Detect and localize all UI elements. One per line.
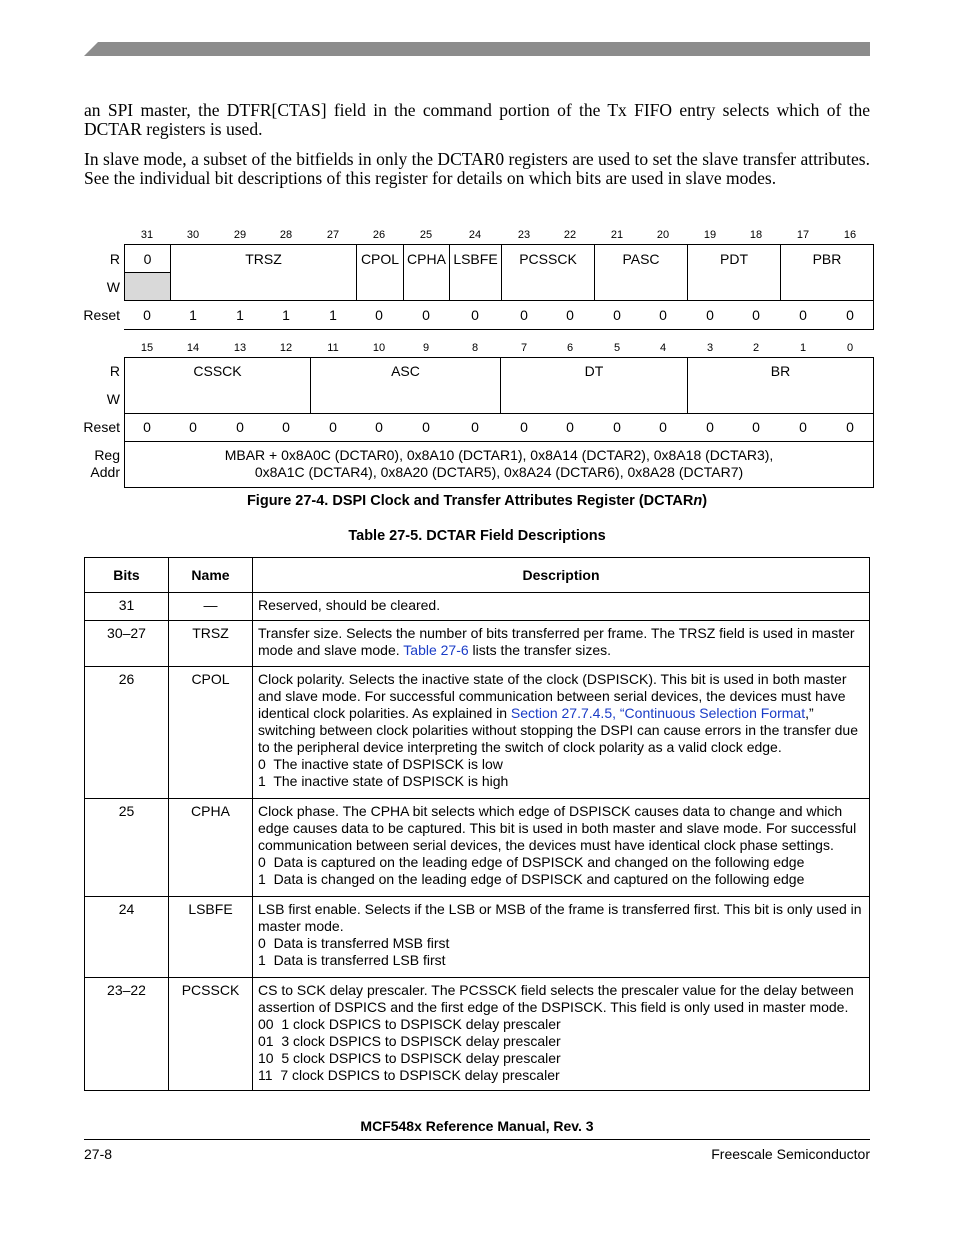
reset-value: 0 — [471, 307, 479, 323]
bit31-write-shaded — [125, 273, 170, 300]
header-name: Name — [169, 558, 253, 593]
reset-value: 0 — [236, 419, 244, 435]
bit-number: 28 — [279, 229, 293, 241]
intro-paragraph-1: an SPI master, the DTFR[CTAS] field in the command portion of the Tx FIFO entry selects which of the DCTAR registers is used. — [84, 100, 870, 139]
bit-number: 30 — [186, 229, 200, 241]
field-lsbfe: LSBFE — [453, 251, 498, 267]
bit-number: 18 — [749, 229, 763, 241]
bit-number: 26 — [372, 229, 386, 241]
read-label: R — [109, 251, 120, 267]
reset-value: 0 — [375, 419, 383, 435]
reg-addr-line-1: MBAR + 0x8A0C (DCTAR0), 0x8A10 (DCTAR1), 0x8A14 (DCTAR2), 0x8A18 (DCTAR3), — [224, 447, 774, 463]
write-label-lower: W — [106, 391, 120, 407]
table-row: 30–27 TRSZ Transfer size. Selects the number of bits transferred per frame. The TRSZ field is used in master mode and slave mode. Table 27-6 lists the transfer sizes. — [85, 621, 870, 667]
reset-label-lower: Reset — [83, 419, 120, 435]
bit-number: 12 — [279, 342, 293, 354]
bit-number: 11 — [327, 342, 339, 354]
bit-number: 23 — [517, 229, 531, 241]
bit-number: 22 — [563, 229, 577, 241]
field-dt: DT — [584, 363, 604, 379]
header-bits: Bits — [85, 558, 169, 593]
header-bar — [84, 42, 870, 56]
addr-label: Addr — [90, 464, 120, 480]
field-cssck: CSSCK — [193, 363, 242, 379]
bit-number: 6 — [566, 342, 574, 354]
bit-number: 10 — [372, 342, 386, 354]
section-27-7-4-5-link[interactable]: Section 27.7.4.5, “Continuous Selection Format — [510, 705, 806, 721]
bit-number: 31 — [140, 229, 154, 241]
field-trsz: TRSZ — [245, 251, 282, 267]
write-label: W — [106, 279, 120, 295]
field-pdt: PDT — [720, 251, 748, 267]
field-pasc: PASC — [622, 251, 660, 267]
bit-number: 16 — [843, 229, 857, 241]
reset-value: 0 — [566, 307, 574, 323]
field-pbr: PBR — [812, 251, 842, 267]
reset-value: 0 — [752, 419, 760, 435]
bit-number: 15 — [140, 342, 154, 354]
reset-value: 0 — [143, 419, 151, 435]
reset-value: 0 — [799, 419, 807, 435]
reset-value: 0 — [566, 419, 574, 435]
reset-label: Reset — [83, 307, 120, 323]
field-cpol: CPOL — [360, 251, 400, 267]
reset-value: 0 — [422, 307, 430, 323]
bit-number: 21 — [610, 229, 624, 241]
bit-number: 13 — [233, 342, 247, 354]
reset-value: 0 — [422, 419, 430, 435]
bit-number: 5 — [613, 342, 621, 354]
bit-number: 17 — [796, 229, 810, 241]
reset-value: 0 — [375, 307, 383, 323]
field-description-table — [84, 557, 870, 1091]
reset-value: 0 — [659, 307, 667, 323]
bit-number: 27 — [326, 229, 340, 241]
figure-caption: Figure 27-4. DSPI Clock and Transfer Attributes Register (DCTARn) — [246, 493, 708, 509]
table-27-6-link[interactable]: Table 27-6 — [403, 642, 469, 658]
reset-value: 1 — [236, 307, 244, 323]
read-label-lower: R — [109, 363, 120, 379]
bit-number: 9 — [422, 342, 430, 354]
bit-number: 24 — [468, 229, 482, 241]
bit-number: 4 — [659, 342, 667, 354]
bit-number: 8 — [471, 342, 479, 354]
page-number: 27-8 — [84, 1146, 113, 1162]
reset-value: 0 — [613, 307, 621, 323]
reset-value: 0 — [799, 307, 807, 323]
bit-number: 14 — [186, 342, 200, 354]
table-row: 24 LSBFE LSB first enable. Selects if the LSB or MSB of the frame is transferred first. This bit is only used in master mode. 0 Data is transferred MSB first 1 Data is transferred LSB first — [85, 897, 870, 978]
reset-value: 1 — [189, 307, 197, 323]
reg-label: Reg — [94, 447, 120, 463]
reset-value: 0 — [520, 307, 528, 323]
bit-number: 7 — [520, 342, 528, 354]
bit-number: 2 — [752, 342, 760, 354]
field-bit31: 0 — [143, 251, 152, 267]
reset-value: 0 — [613, 419, 621, 435]
bit-number: 20 — [656, 229, 670, 241]
intro-paragraph-2: In slave mode, a subset of the bitfields in only the DCTAR0 registers are used to set the slave transfer attributes. See the individual bit descriptions of this register for details on which bits are used in slave modes. — [84, 149, 870, 188]
reset-value: 0 — [846, 307, 854, 323]
bit-number: 19 — [703, 229, 717, 241]
bit-number: 3 — [706, 342, 714, 354]
bit-number: 0 — [846, 342, 854, 354]
bit-number: 25 — [419, 229, 433, 241]
reset-value: 1 — [282, 307, 290, 323]
footer-title: MCF548x Reference Manual, Rev. 3 — [360, 1118, 594, 1134]
table-row: 25 CPHA Clock phase. The CPHA bit selects which edge of DSPISCK causes data to change and which edge causes data to be captured. This bit is used in both master and slave mode. For successful communication between serial devices, the devices must have identical clock phase settings. 0 Data is captured on the leading edge of DSPISCK and changed on the following edge 1 Data is changed on the leading edge of DSPISCK and captured on the following edge — [85, 799, 870, 897]
field-pcssck: PCSSCK — [519, 251, 577, 267]
table-header-row — [85, 558, 870, 593]
company-name: Freescale Semiconductor — [711, 1146, 870, 1162]
field-asc: ASC — [391, 363, 420, 379]
table-row: 26 CPOL Clock polarity. Selects the inactive state of the clock (DSPISCK). This bit is used in both master and slave mode. For successful communication between serial devices, the devices must have identical clock polarities. As explained in Section 27.7.4.5, “Continuous Selection Format,” switching between clock polarities without stopping the DSPI can cause errors in the transfer due to the peripheral device interpreting the switch of clock polarity as a valid clock edge. 0 The inactive state of DSPISCK is low 1 The inactive state of DSPISCK is high — [85, 667, 870, 799]
table-caption: Table 27-5. DCTAR Field Descriptions — [348, 528, 606, 544]
table-row: 23–22 PCSSCK CS to SCK delay prescaler. The PCSSCK field selects the prescaler value for the delay between assertion of DSPICS and the first edge of the DSPISCK. This field is only used in master mode. 00 1 clock DSPICS to DSPISCK delay prescaler 01 3 clock DSPICS to DSPISCK delay prescaler 10 5 clock DSPICS to DSPISCK delay prescaler 11 7 clock DSPICS to DSPISCK delay prescaler — [85, 978, 870, 1091]
bit-number: 1 — [799, 342, 807, 354]
reset-value: 0 — [282, 419, 290, 435]
reset-value: 0 — [659, 419, 667, 435]
bit-number: 29 — [233, 229, 247, 241]
reset-value: 0 — [471, 419, 479, 435]
reset-value: 0 — [846, 419, 854, 435]
reset-value: 0 — [706, 419, 714, 435]
table-row: 31 — Reserved, should be cleared. — [85, 593, 870, 621]
reset-value: 0 — [143, 307, 151, 323]
reset-value: 0 — [329, 419, 337, 435]
reset-value: 0 — [189, 419, 197, 435]
reset-value: 0 — [752, 307, 760, 323]
reg-addr-line-2: 0x8A1C (DCTAR4), 0x8A20 (DCTAR5), 0x8A24 (DCTAR6), 0x8A28 (DCTAR7) — [254, 464, 744, 480]
reset-value: 0 — [520, 419, 528, 435]
field-br: BR — [770, 363, 791, 379]
reset-value: 0 — [706, 307, 714, 323]
footer-divider — [84, 1139, 870, 1140]
field-cpha: CPHA — [407, 251, 446, 267]
header-description: Description — [253, 558, 870, 593]
reset-value: 1 — [329, 307, 337, 323]
